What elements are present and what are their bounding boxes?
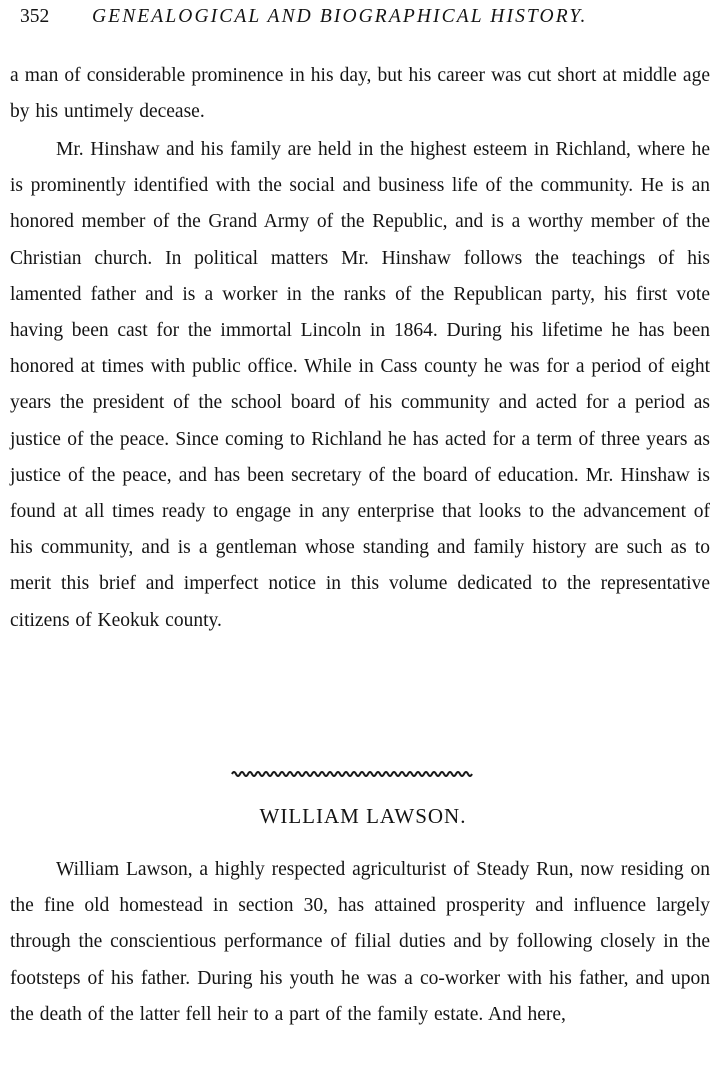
page-number: 352	[20, 6, 50, 27]
running-header	[20, 6, 710, 36]
continuation-paragraph: a man of considerable prominence in his day, but his career was cut short at middle age by his untimely decease.	[10, 65, 710, 123]
running-title: GENEALOGICAL AND BIOGRAPHICAL HISTORY.	[92, 6, 588, 27]
lawson-paragraph-block	[10, 852, 710, 1033]
hinshaw-paragraph-block	[10, 132, 710, 639]
hinshaw-paragraph: Mr. Hinshaw and his family are held in the highest esteem in Richland, where he is prominently identified with the social and business life of the community. He is an honored member of the Grand Army of the Republic, and is a worthy member of the Christian church. In political matters Mr. Hinshaw follows the teachings of his lamented father and is a worker in the ranks of the Republican party, his first vote having been cast for the immortal Lincoln in 1864. During his lifetime he has been honored at times with public office. While in Cass county he was for a period of eight years the president of the school board of his community and acted for a period as justice of the peace. Since coming to Richland he has acted for a term of three years as justice of the peace, and has been secretary of the board of education. Mr. Hinshaw is found at all times ready to engage in any enterprise that looks to the advancement of his community, and is a gentleman whose standing and family history are such as to merit this brief and imperfect notice in this volume dedicated to the representative citizens of Keokuk county.	[10, 139, 710, 631]
section-heading-william-lawson: WILLIAM LAWSON.	[259, 804, 467, 828]
continuation-paragraph-block	[10, 58, 710, 130]
section-divider-ornament	[231, 768, 473, 780]
lawson-paragraph: William Lawson, a highly respected agriculturist of Steady Run, now residing on the fine old homestead in section 30, has attained prosperity and influence largely through the conscientious performance of filial duties and by following closely in the footsteps of his father. During his youth he was a co-worker with his father, and upon the death of the latter fell heir to a part of the family estate. And here,	[10, 859, 710, 1025]
